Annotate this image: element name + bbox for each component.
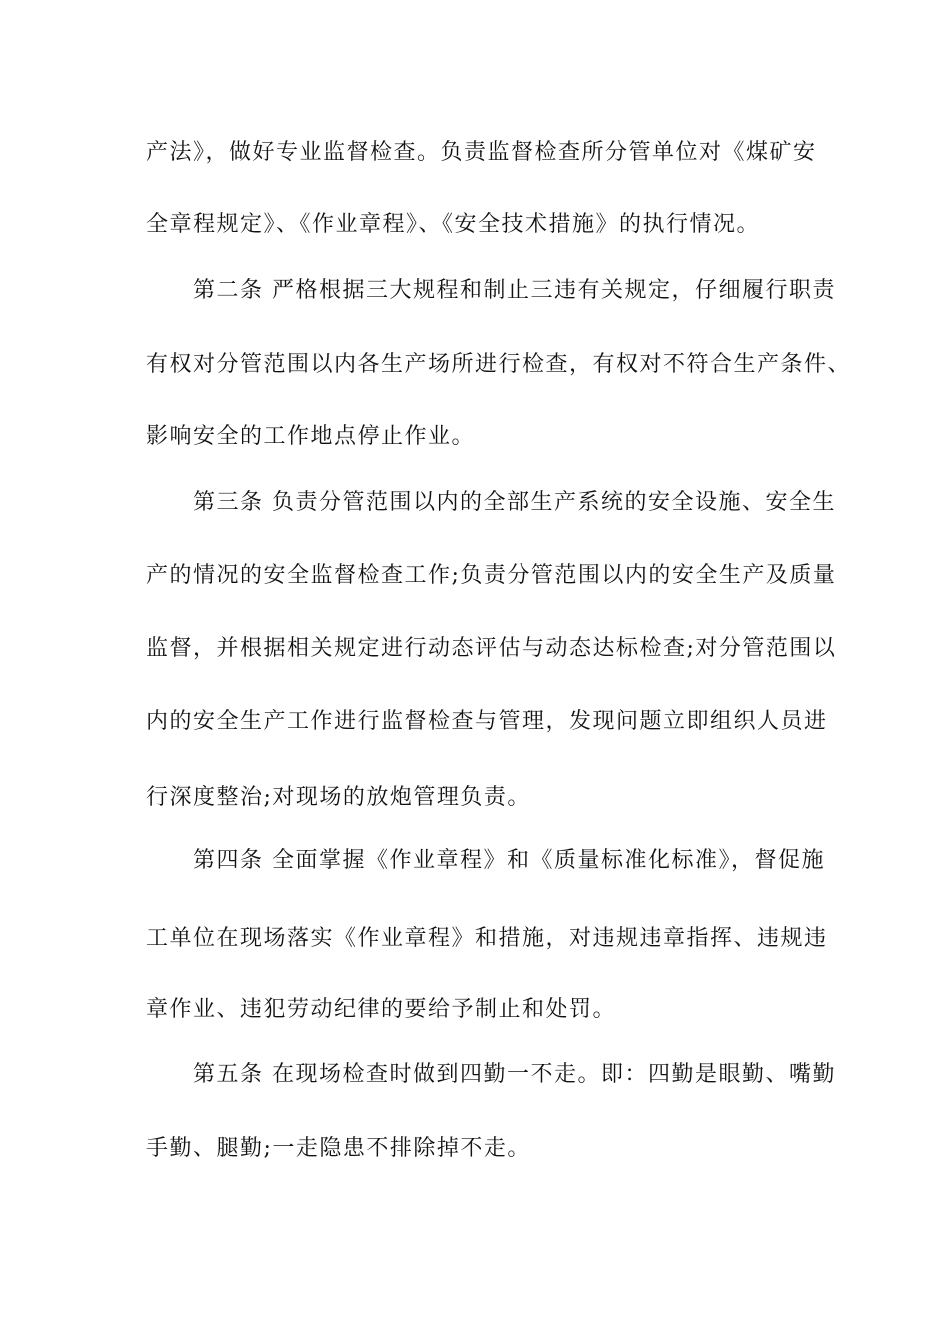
article-3-heading-line: 第三条 负责分管范围以内的全部生产系统的安全设施、安全生 — [193, 490, 836, 515]
text-line: 章作业、违犯劳动纪律的要给予制止和处罚。 — [146, 997, 617, 1022]
article-5-heading-line: 第五条 在现场检查时做到四勤一不走。即：四勤是眼勤、嘴勤 — [193, 1062, 836, 1087]
text-line: 产的情况的安全监督检查工作;负责分管范围以内的安全生产及质量 — [146, 563, 837, 588]
text-line: 影响安全的工作地点停止作业。 — [146, 424, 476, 449]
article-2-heading-line: 第二条 严格根据三大规程和制止三违有关规定，仔细履行职责 — [193, 278, 836, 303]
text-line: 有权对分管范围以内各生产场所进行检查，有权对不符合生产条件、 — [146, 352, 852, 377]
text-line: 监督，并根据相关规定进行动态评估与动态达标检查;对分管范围以 — [146, 636, 837, 661]
text-line: 手勤、腿勤;一走隐患不排除掉不走。 — [146, 1136, 531, 1161]
article-4-heading-line: 第四条 全面掌握《作业章程》和《质量标准化标准》，督促施 — [193, 848, 825, 873]
text-line: 产法》，做好专业监督检查。负责监督检查所分管单位对《煤矿安 — [146, 140, 817, 165]
text-line: 工单位在现场落实《作业章程》和措施，对违规违章指挥、违规违 — [146, 926, 828, 951]
text-line: 行深度整治;对现场的放炮管理负责。 — [146, 785, 531, 810]
text-line: 全章程规定》、《作业章程》、《安全技术措施》的执行情况。 — [146, 212, 761, 237]
text-line: 内的安全生产工作进行监督检查与管理，发现问题立即组织人员进 — [146, 709, 828, 734]
